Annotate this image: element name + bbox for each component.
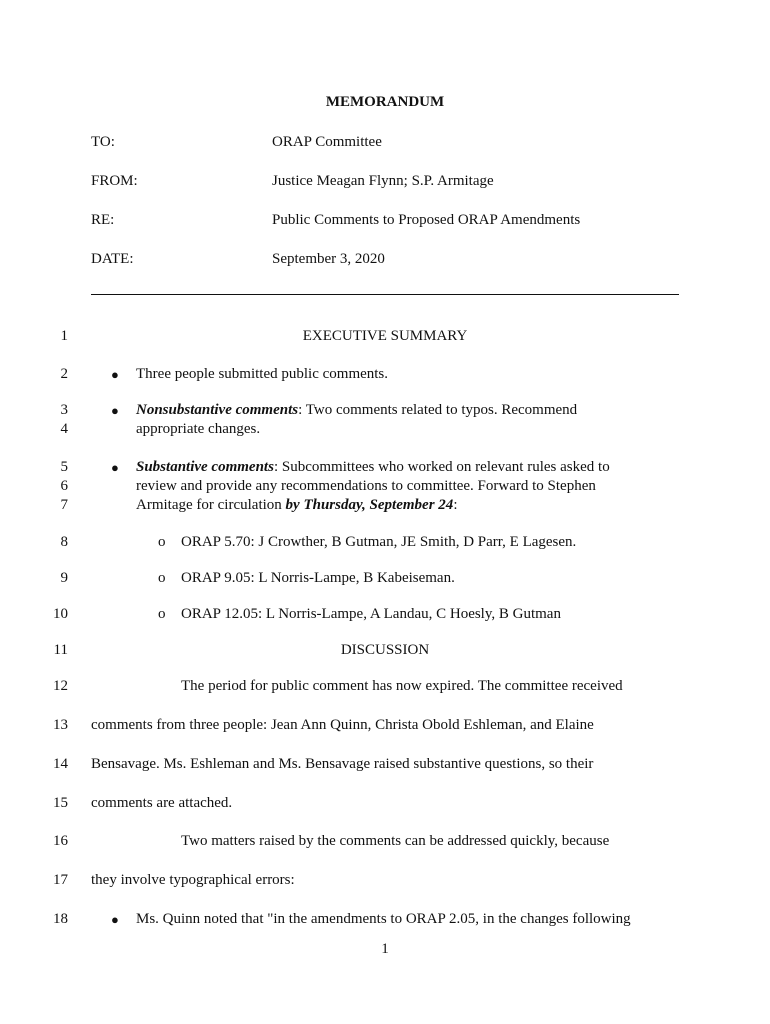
line-number: 2	[60, 366, 68, 382]
line-number: 8	[60, 534, 68, 550]
to-value: ORAP Committee	[272, 134, 382, 150]
bullet-icon: ●	[111, 912, 119, 927]
line-number: 13	[53, 717, 68, 733]
line-number: 11	[53, 642, 68, 658]
paragraph-line: they involve typographical errors:	[91, 872, 295, 888]
line-number: 1	[60, 328, 68, 344]
memo-title: MEMORANDUM	[325, 94, 445, 110]
bold-phrase: Substantive comments	[136, 459, 274, 475]
line-number: 17	[53, 872, 68, 888]
line-number: 9	[60, 570, 68, 586]
page-number: 1	[381, 941, 389, 957]
bullet-text: review and provide any recommendations to committee. Forward to Stephen	[136, 478, 596, 494]
paragraph-line: comments from three people: Jean Ann Quinn, Christa Obold Eshleman, and Elaine	[91, 717, 594, 733]
paragraph-line: comments are attached.	[91, 795, 233, 811]
line-number: 3	[60, 402, 68, 418]
bullet-text	[136, 402, 577, 419]
line-number: 5	[60, 459, 68, 475]
line-number: 18	[53, 911, 68, 927]
sub-bullet-text: ORAP 9.05: L Norris-Lampe, B Kabeiseman.	[181, 570, 455, 586]
bullet-icon: ●	[111, 460, 119, 475]
bullet-text: appropriate changes.	[136, 421, 261, 437]
sub-bullet-text: ORAP 5.70: J Crowther, B Gutman, JE Smith, D Parr, E Lagesen.	[181, 534, 577, 550]
line-number: 7	[60, 497, 68, 513]
from-label: FROM:	[91, 173, 138, 189]
to-label: TO:	[91, 134, 115, 150]
re-value: Public Comments to Proposed ORAP Amendments	[272, 212, 581, 228]
re-label: RE:	[91, 212, 115, 228]
sub-bullet-marker: o	[158, 570, 166, 586]
bullet-text: Ms. Quinn noted that "in the amendments to ORAP 2.05, in the changes following	[136, 911, 631, 927]
line-number: 14	[53, 756, 68, 772]
bullet-text	[136, 497, 457, 514]
line-number: 4	[60, 421, 68, 437]
line-number: 15	[53, 795, 68, 811]
from-value: Justice Meagan Flynn; S.P. Armitage	[272, 173, 494, 189]
sub-bullet-marker: o	[158, 534, 166, 550]
bullet-icon: ●	[111, 367, 119, 382]
date-label: DATE:	[91, 251, 134, 267]
header-divider	[91, 294, 679, 295]
date-value: September 3, 2020	[272, 251, 385, 267]
line-number: 10	[53, 606, 68, 622]
executive-summary-heading: EXECUTIVE SUMMARY	[302, 328, 468, 344]
bullet-text-rest: : Two comments related to typos. Recommend	[298, 402, 578, 418]
bullet-icon: ●	[111, 403, 119, 418]
bold-phrase: Nonsubstantive comments	[136, 402, 299, 418]
bullet-text	[136, 459, 610, 476]
sub-bullet-marker: o	[158, 606, 166, 622]
sub-bullet-text: ORAP 12.05: L Norris-Lampe, A Landau, C Hoesly, B Gutman	[181, 606, 561, 622]
paragraph-line: Two matters raised by the comments can be addressed quickly, because	[181, 833, 610, 849]
bullet-text-post: :	[453, 497, 458, 513]
deadline-phrase: by Thursday, September 24	[285, 497, 454, 513]
discussion-heading: DISCUSSION	[340, 642, 430, 658]
bullet-text: Three people submitted public comments.	[136, 366, 389, 382]
paragraph-line: The period for public comment has now expired. The committee received	[181, 678, 623, 694]
line-number: 12	[53, 678, 68, 694]
bullet-text-rest: : Subcommittees who worked on relevant rules asked to	[273, 459, 610, 475]
bullet-text-pre: Armitage for circulation	[136, 497, 286, 513]
line-number: 16	[53, 833, 68, 849]
line-number: 6	[60, 478, 68, 494]
paragraph-line: Bensavage. Ms. Eshleman and Ms. Bensavage raised substantive questions, so their	[91, 756, 594, 772]
